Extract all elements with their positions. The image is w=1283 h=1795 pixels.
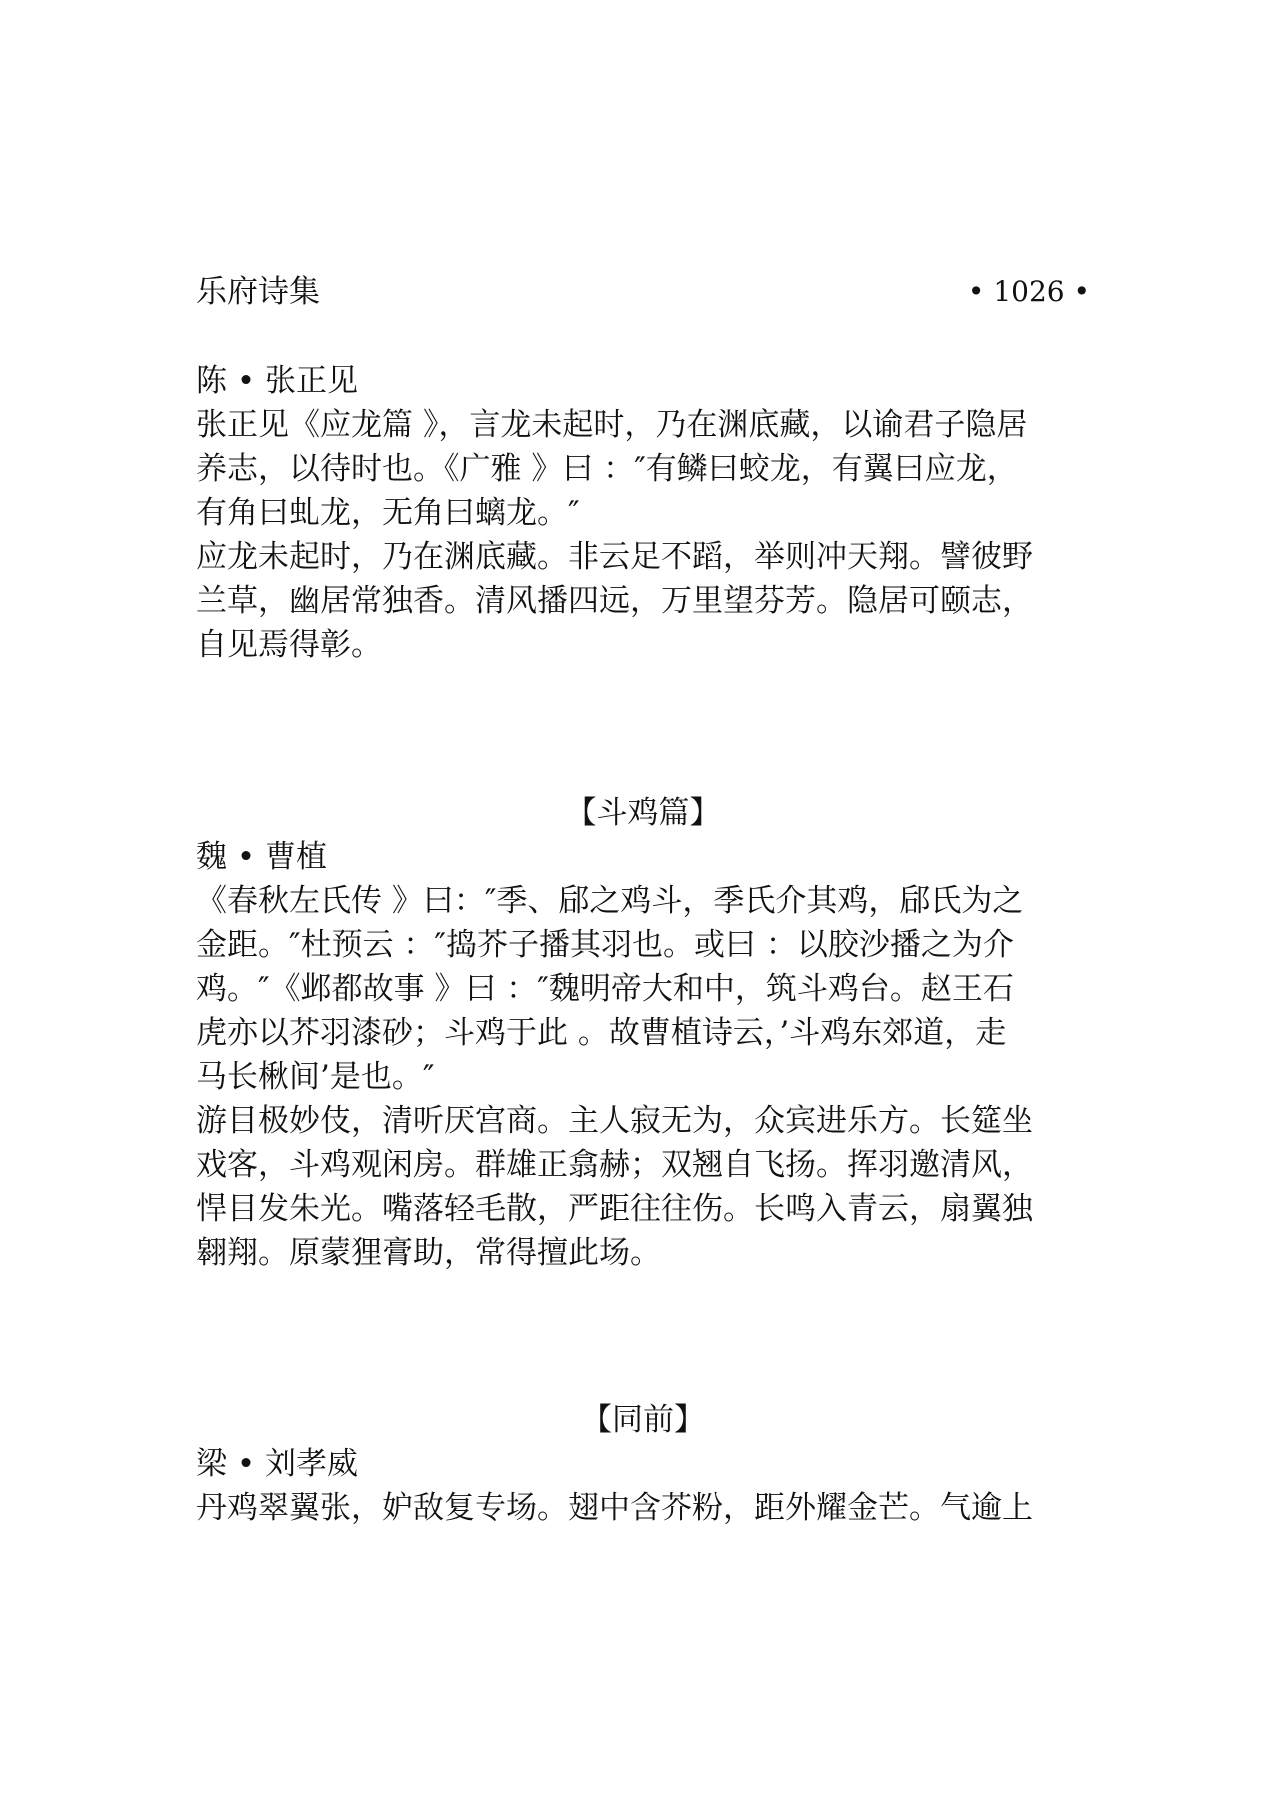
poem-line: 丹鸡翠翼张，妒敌复专场。翅中含芥粉，距外耀金芒。气逾上 [196,1490,1033,1526]
preface-line: 养志，以待时也。《广雅 》曰 ：″有鳞曰蛟龙，有翼曰应龙， [196,451,1018,487]
book-page [196,0,1090,1795]
poem-section-3 [196,1398,1090,1530]
poem-section-1 [196,359,1090,667]
author-line: 陈 • 张正见 [196,363,358,399]
page-number: • 1026 • [967,275,1090,308]
poem-line: 翱翔。原蒙狸膏助，常得擅此场。 [196,1235,661,1271]
author-line: 魏 • 曹植 [196,839,327,875]
book-title: 乐府诗集 [196,274,320,310]
preface-line: 有角曰虬龙，无角曰螭龙。″ [196,495,580,531]
author-line: 梁 • 刘孝威 [196,1446,358,1482]
section-heading: 【同前】 [581,1402,705,1438]
preface-line: 金距。″杜预云 ：″捣芥子播其羽也。或曰 ：以胶沙播之为介 [196,927,1014,963]
running-head [196,270,1090,314]
preface-line: 张正见《应龙篇 》，言龙未起时，乃在渊底藏，以谕君子隐居 [196,407,1028,443]
poem-line: 应龙未起时，乃在渊底藏。非云足不蹈，举则冲天翔。譬彼野 [196,539,1033,575]
section-heading: 【斗鸡篇】 [565,795,721,831]
poem-line: 兰草，幽居常独香。清风播四远，万里望芬芳。隐居可颐志， [196,583,1033,619]
poem-line: 悍目发朱光。嘴落轻毛散，严距往往伤。长鸣入青云，扇翼独 [196,1191,1033,1227]
poem-line: 自见焉得彰。 [196,627,382,663]
poem-line: 戏客，斗鸡观闲房。群雄正翕赫；双翘自飞扬。挥羽邀清风， [196,1147,1033,1183]
preface-line: 马长楸间’是也。″ [196,1059,435,1095]
preface-line: 《春秋左氏传 》曰：″季、郈之鸡斗，季氏介其鸡，郈氏为之 [196,883,1024,919]
poem-section-2 [196,791,1090,1275]
poem-line: 游目极妙伎，清听厌宫商。主人寂无为，众宾进乐方。长筵坐 [196,1103,1033,1139]
preface-line: 虎亦以芥羽漆砂；斗鸡于此 。故曹植诗云，’斗鸡东郊道，走 [196,1015,1007,1051]
preface-line: 鸡。″《邺都故事 》曰 ：″魏明帝大和中，筑斗鸡台。赵王石 [196,971,1014,1007]
